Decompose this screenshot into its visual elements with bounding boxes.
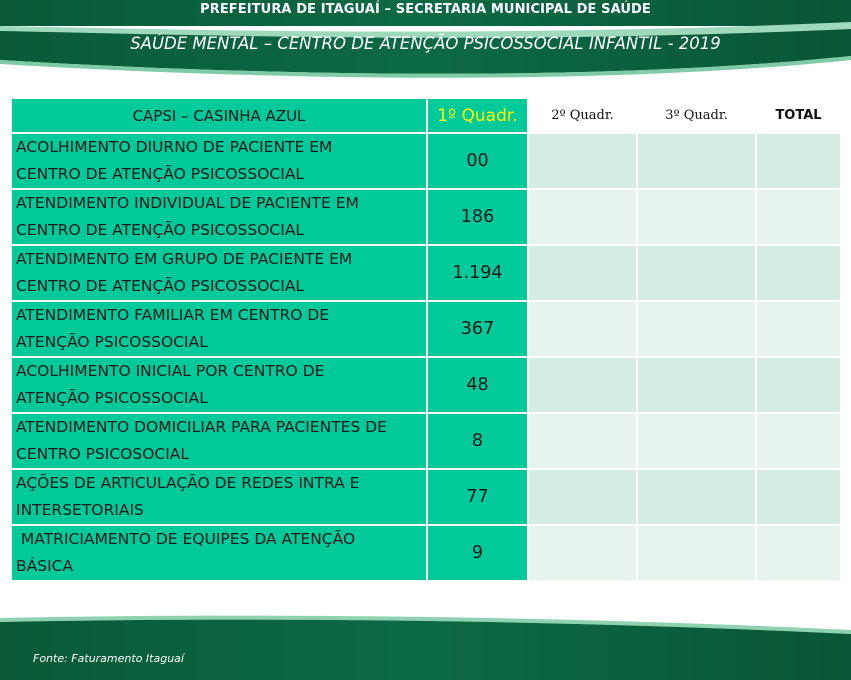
row-label xyxy=(11,189,427,245)
header-q3: 3º Quadr. xyxy=(637,98,756,133)
table-row xyxy=(11,525,841,581)
row-label-line1: ACOLHIMENTO INICIAL POR CENTRO DE xyxy=(16,362,325,380)
row-label-line2: CENTRO DE ATENÇÃO PSICOSSOCIAL xyxy=(16,165,305,183)
row-total-cell xyxy=(756,189,841,245)
row-q2-cell xyxy=(528,525,637,581)
row-label-line1: AÇÕES DE ARTICULAÇÃO DE REDES INTRA E xyxy=(16,474,360,492)
row-label-line1: ATENDIMENTO DOMICILIAR PARA PACIENTES DE xyxy=(16,418,387,436)
row-label-line2: CENTRO DE ATENÇÃO PSICOSSOCIAL xyxy=(16,221,305,239)
table-row xyxy=(11,413,841,469)
row-q2-cell xyxy=(528,357,637,413)
header-band xyxy=(0,0,851,78)
row-total-cell xyxy=(756,525,841,581)
row-total-cell xyxy=(756,357,841,413)
row-label-line2: ATENÇÃO PSICOSSOCIAL xyxy=(16,333,208,351)
row-q3-cell xyxy=(637,469,756,525)
row-q2-cell xyxy=(528,469,637,525)
row-q3-cell xyxy=(637,413,756,469)
row-q3-cell xyxy=(637,245,756,301)
row-label xyxy=(11,301,427,357)
row-label-line2: ATENÇÃO PSICOSSOCIAL xyxy=(16,389,208,407)
row-label-line2: CENTRO PSICOSOCIAL xyxy=(16,445,190,463)
table-row xyxy=(11,469,841,525)
table-header-row xyxy=(11,98,841,133)
row-q1-value: 48 xyxy=(427,357,528,413)
row-q1-value: 77 xyxy=(427,469,528,525)
row-label-line1: MATRICIAMENTO DE EQUIPES DA ATENÇÃO xyxy=(16,530,356,548)
row-q1-value: 00 xyxy=(427,133,528,189)
row-label xyxy=(11,245,427,301)
row-label-line2: INTERSETORIAIS xyxy=(16,501,144,519)
header-q2: 2º Quadr. xyxy=(528,98,637,133)
row-label-line2: BÁSICA xyxy=(16,557,74,575)
header-total: TOTAL xyxy=(756,98,841,133)
row-q3-cell xyxy=(637,189,756,245)
row-q3-cell xyxy=(637,525,756,581)
row-total-cell xyxy=(756,413,841,469)
row-q1-value: 9 xyxy=(427,525,528,581)
row-label xyxy=(11,357,427,413)
row-q2-cell xyxy=(528,189,637,245)
row-q1-value: 367 xyxy=(427,301,528,357)
row-label xyxy=(11,133,427,189)
capsi-table xyxy=(10,97,842,582)
row-total-cell xyxy=(756,469,841,525)
row-q2-cell xyxy=(528,301,637,357)
row-label-line1: ATENDIMENTO FAMILIAR EM CENTRO DE xyxy=(16,306,330,324)
table-row xyxy=(11,301,841,357)
row-q3-cell xyxy=(637,357,756,413)
row-q2-cell xyxy=(528,245,637,301)
row-q1-value: 8 xyxy=(427,413,528,469)
row-total-cell xyxy=(756,301,841,357)
row-label xyxy=(11,525,427,581)
row-total-cell xyxy=(756,245,841,301)
row-label-line2: CENTRO DE ATENÇÃO PSICOSSOCIAL xyxy=(16,277,305,295)
row-label xyxy=(11,413,427,469)
table-row xyxy=(11,189,841,245)
row-q1-value: 1.194 xyxy=(427,245,528,301)
row-q1-value: 186 xyxy=(427,189,528,245)
header-label: CAPSI – CASINHA AZUL xyxy=(11,98,427,133)
row-q2-cell xyxy=(528,133,637,189)
table-row xyxy=(11,133,841,189)
header-subtitle: SAÚDE MENTAL – CENTRO DE ATENÇÃO PSICOSSOCIAL INFANTIL - 2019 xyxy=(130,34,721,53)
source-note: Fonte: Faturamento Itaguaí xyxy=(33,652,184,665)
row-label-line1: ATENDIMENTO INDIVIDUAL DE PACIENTE EM xyxy=(16,194,359,212)
row-total-cell xyxy=(756,133,841,189)
table-row xyxy=(11,245,841,301)
header-q1: 1º Quadr. xyxy=(427,98,528,133)
table-row xyxy=(11,357,841,413)
row-q3-cell xyxy=(637,133,756,189)
header-title: PREFEITURA DE ITAGUAÍ – SECRETARIA MUNICIPAL DE SAÚDE xyxy=(200,2,651,17)
row-q3-cell xyxy=(637,301,756,357)
footer-band xyxy=(0,614,851,680)
row-q2-cell xyxy=(528,413,637,469)
row-label-line1: ACOLHIMENTO DIURNO DE PACIENTE EM xyxy=(16,138,333,156)
footer-band-shape xyxy=(0,614,851,680)
row-label-line1: ATENDIMENTO EM GRUPO DE PACIENTE EM xyxy=(16,250,353,268)
row-label xyxy=(11,469,427,525)
